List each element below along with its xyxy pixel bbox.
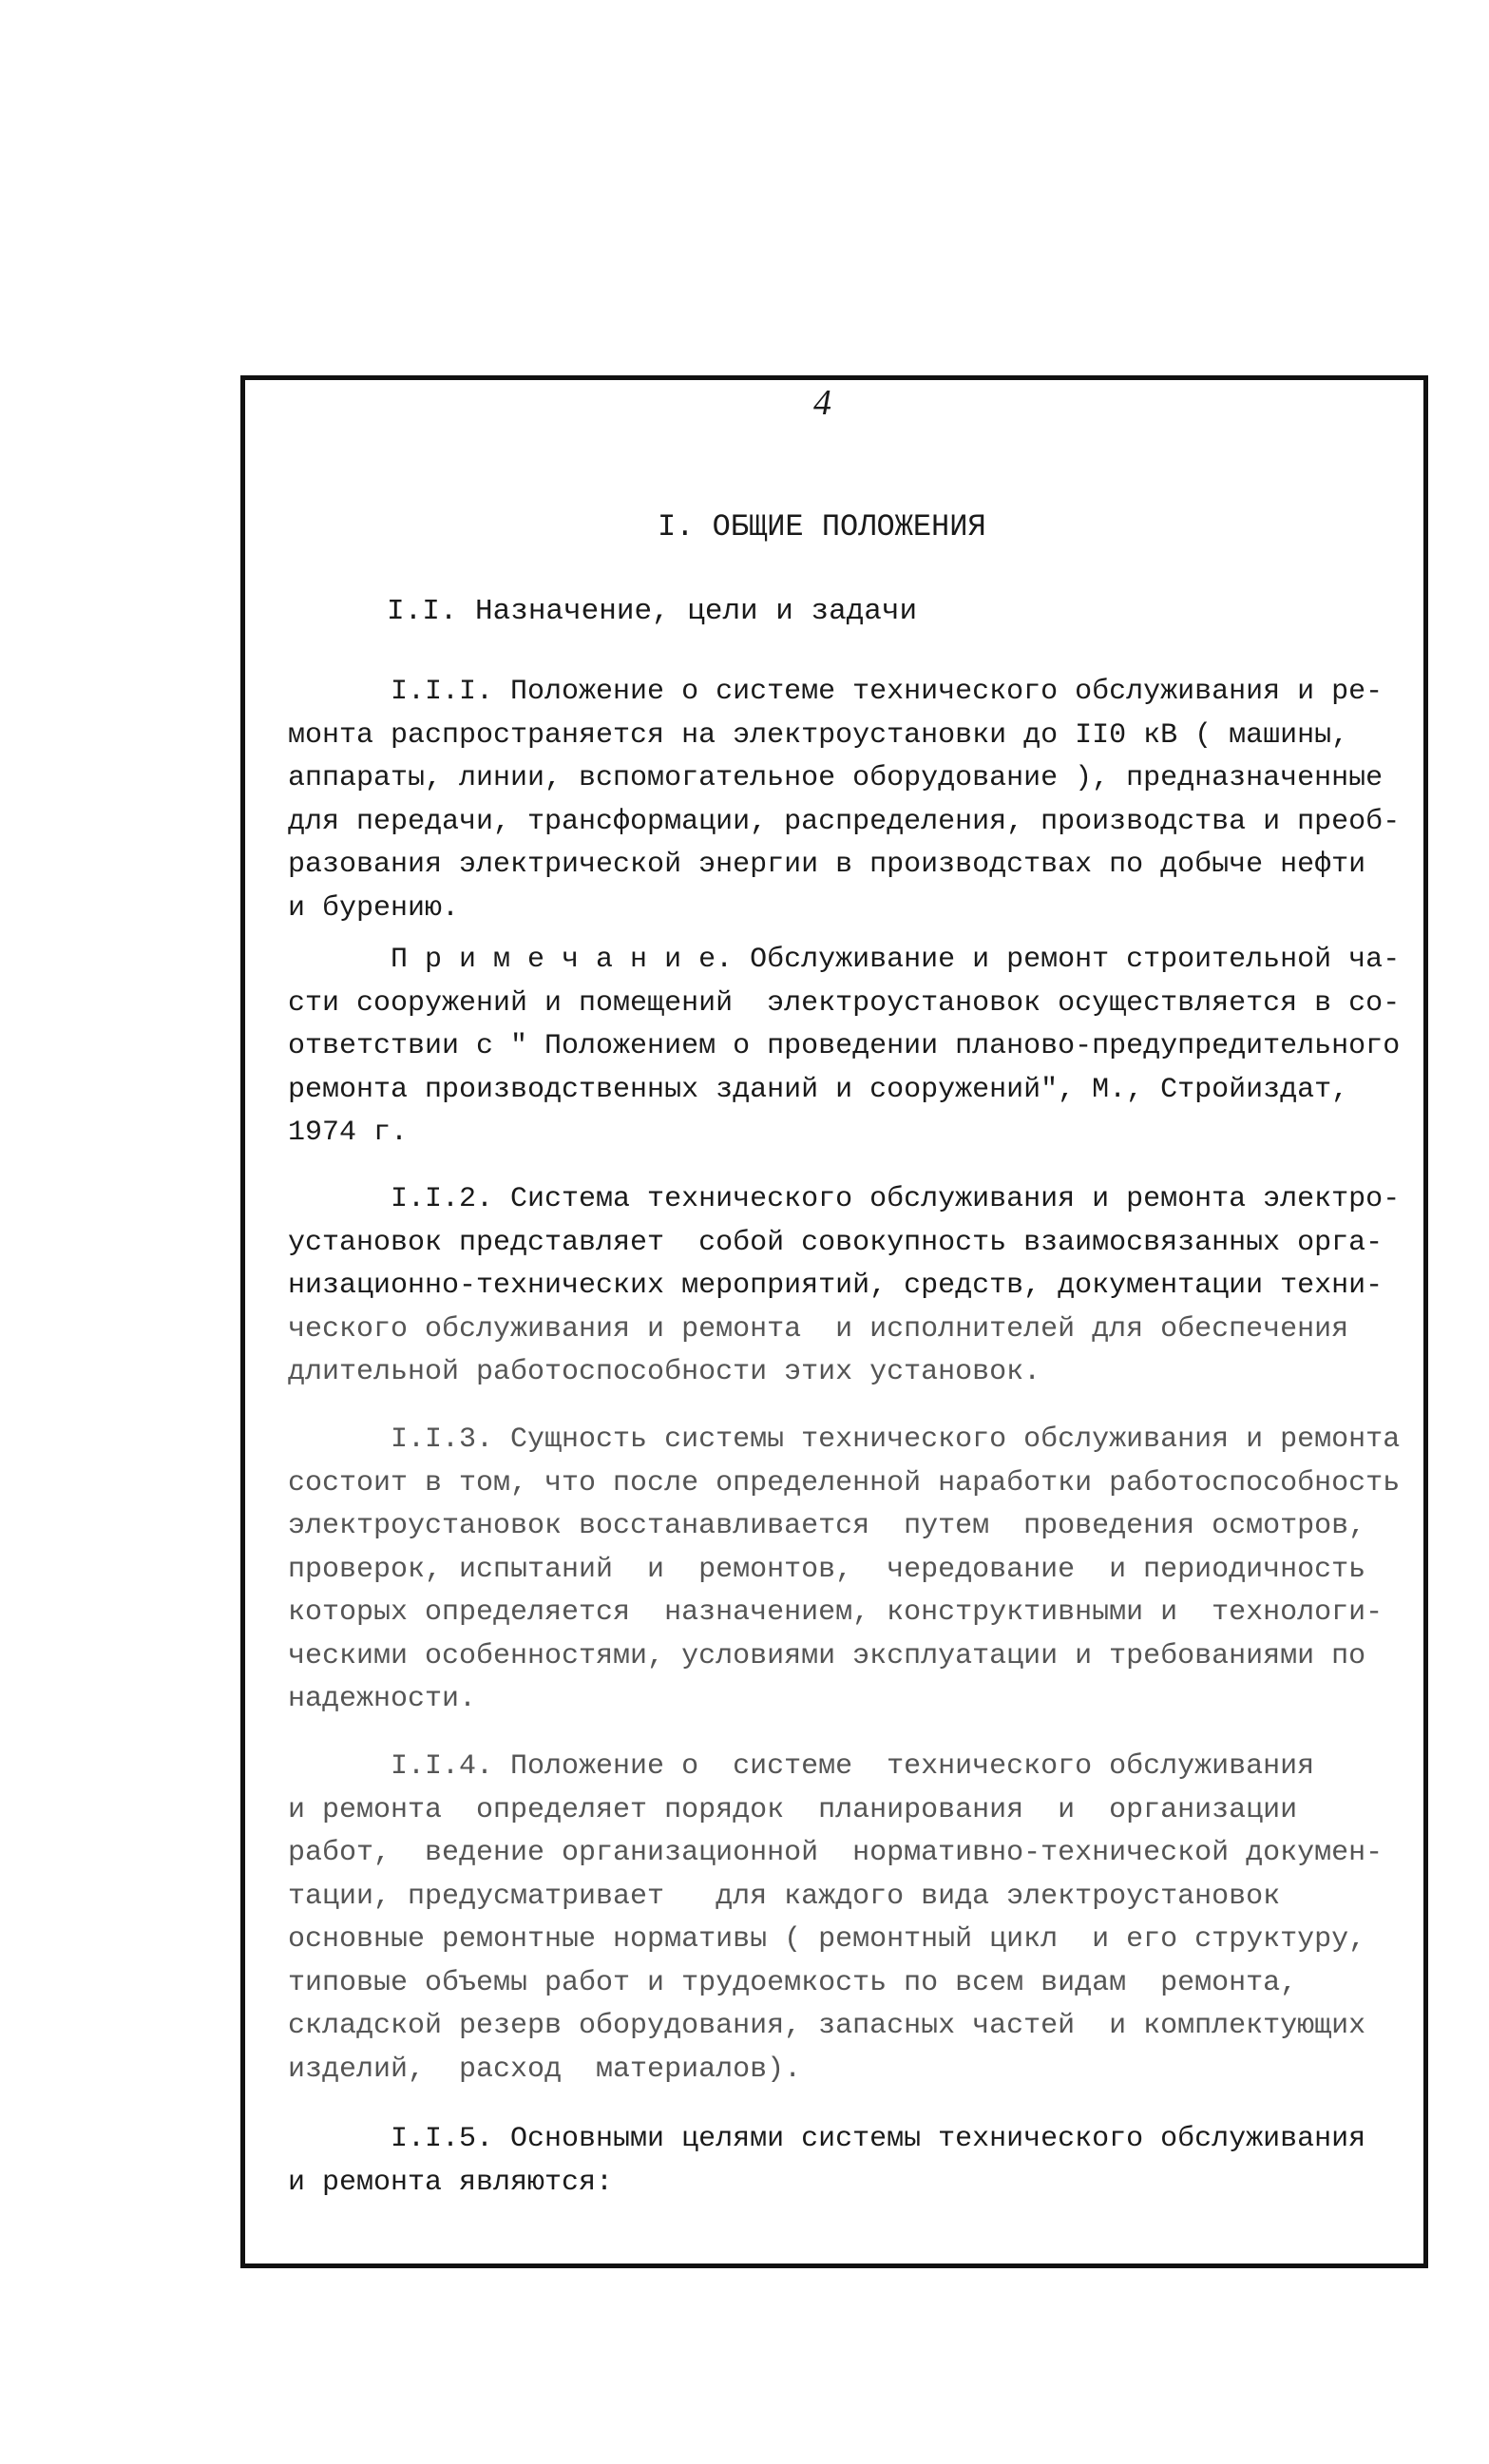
text-line: ремонта производственных зданий и сооружений", М., Стройиздат, — [288, 1073, 1349, 1106]
text-line: типовые объемы работ и трудоемкость по всем видам ремонта, — [288, 1966, 1298, 1999]
paragraph-note — [288, 939, 1414, 1156]
text-line: тации, предусматривает для каждого вида электроустановок — [288, 1880, 1281, 1913]
text-line: I.I.4. Положение о системе технического обслуживания — [288, 1750, 1315, 1783]
text-line: работ, ведение организационной нормативно-технической докумен- — [288, 1837, 1384, 1869]
text-line: надежности. — [288, 1683, 477, 1715]
text-line: которых определяется назначением, конструктивными и технологи- — [288, 1596, 1384, 1629]
text-line: электроустановок восстанавливается путем проведения осмотров, — [288, 1510, 1366, 1542]
section-title: I.I. Назначение, цели и задачи — [387, 595, 918, 628]
text-line: и ремонта являются: — [288, 2166, 614, 2199]
text-line: I.I.I. Положение о системе технического обслуживания и ре- — [288, 676, 1384, 708]
paragraph-1-1-1 — [288, 671, 1414, 930]
text-line: для передачи, трансформации, распределения, производства и преоб- — [288, 805, 1401, 838]
text-line: 1974 г. — [288, 1117, 409, 1149]
text-line: I.I.2. Система технического обслуживания и ремонта электро- — [288, 1183, 1401, 1215]
text-line: складской резерв оборудования, запасных частей и комплектующих — [288, 2010, 1366, 2042]
text-line: состоит в том, что после определенной наработки работоспособность — [288, 1466, 1401, 1499]
paragraph-1-1-4 — [288, 1746, 1414, 2092]
text-line: ческими особенностями, условиями эксплуатации и требованиями по — [288, 1639, 1366, 1672]
text-line: I.I.5. Основными целями системы технического обслуживания — [288, 2123, 1366, 2155]
text-line: ответствии с " Положением о проведении планово-предупредительного — [288, 1030, 1401, 1062]
text-line: П р и м е ч а н и е. Обслуживание и ремонт строительной ча- — [288, 944, 1401, 976]
paragraph-1-1-3 — [288, 1419, 1414, 1722]
text-line: установок представляет собой совокупность взаимосвязанных орга- — [288, 1226, 1384, 1259]
text-line: монта распространяется на электроустановки до II0 кВ ( машины, — [288, 718, 1349, 752]
page-number: 4 — [813, 383, 831, 423]
text-line: изделий, расход материалов). — [288, 2053, 802, 2086]
text-line: длительной работоспособности этих установок. — [288, 1356, 1041, 1388]
text-line: разования электрической энергии в производствах по добыче нефти — [288, 849, 1366, 881]
text-line: I.I.3. Сущность системы технического обслуживания и ремонта — [288, 1423, 1401, 1456]
text-line: низационно-технических мероприятий, средств, документации техни- — [288, 1270, 1384, 1302]
paragraph-1-1-5 — [288, 2118, 1414, 2205]
text-line: основные ремонтные нормативы ( ремонтный цикл и его структуру, — [288, 1923, 1366, 1956]
text-line: ческого обслуживания и ремонта и исполнителей для обеспечения — [288, 1312, 1349, 1346]
text-line: сти сооружений и помещений электроустановок осуществляется в со- — [288, 986, 1401, 1020]
text-line: и бурению. — [288, 891, 460, 925]
text-line: аппараты, линии, вспомогательное оборудование ), предназначенные — [288, 762, 1384, 794]
text-line: проверок, испытаний и ремонтов, чередование и периодичность — [288, 1553, 1366, 1586]
chapter-title: I. ОБЩИЕ ПОЛОЖЕНИЯ — [658, 509, 986, 544]
text-line: и ремонта определяет порядок планирования и организации — [288, 1793, 1298, 1826]
paragraph-1-1-2 — [288, 1178, 1414, 1395]
